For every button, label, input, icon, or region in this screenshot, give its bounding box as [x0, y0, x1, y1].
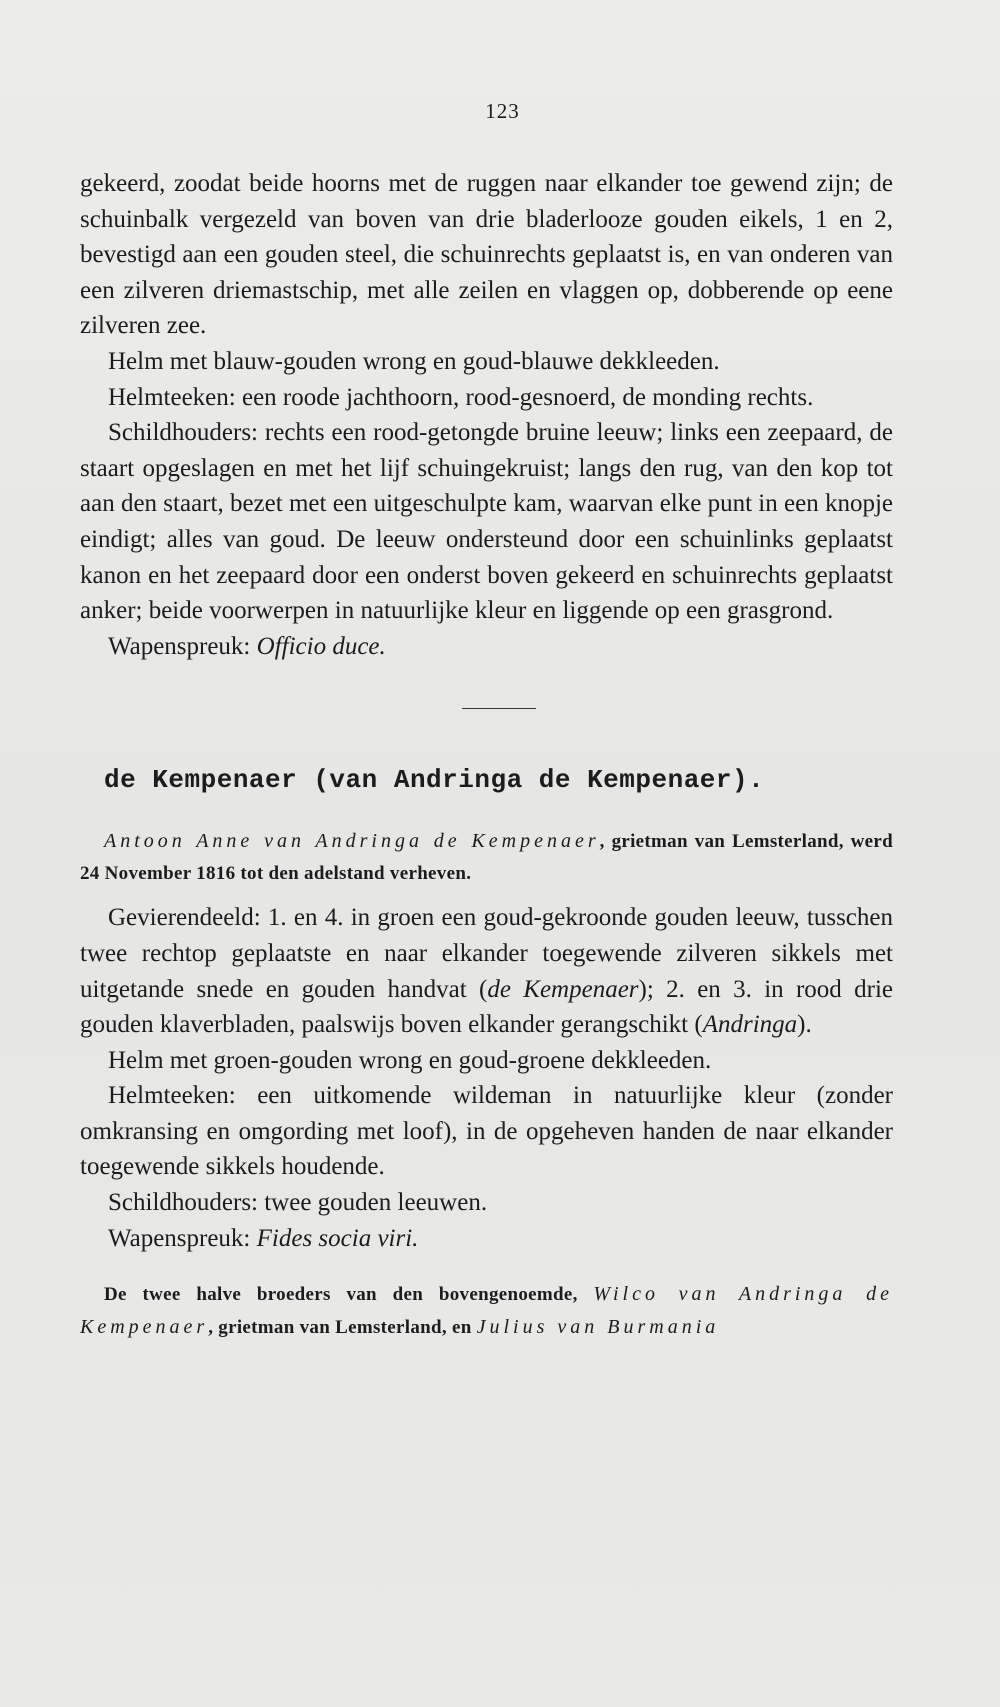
motto-value-2: Fides socia viri. — [256, 1224, 419, 1252]
paragraph-crest: Helmteeken: een roode jachthoorn, rood-gesnoerd, de monding rechts. — [108, 383, 814, 411]
paragraph-supporters-2: Schildhouders: twee gouden leeuwen. — [108, 1189, 488, 1217]
closing-person-name-1: Wilco van Andringa de Kempenaer — [80, 1283, 893, 1339]
section-armorial-description-1 — [80, 166, 893, 664]
section-armorial-description-2 — [80, 900, 893, 1256]
quartered-text-a: Gevierendeeld: 1. en 4. in groen een goud-gekroonde gouden leeuw, tusschen twee rechtop geplaatste en naar elkander toegewende zilveren sikkels met uitgetande snede en gouden handvat ( — [80, 904, 893, 1003]
spacer — [80, 1256, 893, 1278]
paragraph-supporters: Schildhouders: rechts een rood-getongde bruine leeuw; links een zeepaard, de staart opgeslagen en met het lijf schuingekruist; langs den rug, van den kop tot aan den staart, bezet met een uitgeschulpte kam, waarvan elke punt in een knopje eindigt; alles van goud. De leeuw ondersteund door een schuinlinks geplaatst kanon en het zeepaard door een onderst boven gekeerd en schuinrechts geplaatst anker; beide voorwerpen in natuurlijke kleur en liggende op een grasgrond. — [80, 419, 893, 625]
intro-rest: , grietman van Lemsterland, werd 24 November 1816 tot den adelstand verheven. — [80, 831, 894, 885]
spacer — [80, 890, 893, 900]
intro-ennoblement — [80, 825, 893, 890]
motto-label: Wapenspreuk: — [108, 632, 257, 660]
closing-person-name-2: Julius van Burmania — [476, 1316, 720, 1339]
paragraph-motto — [80, 629, 893, 665]
paragraph-shield-description: gekeerd, zoodat beide hoorns met de ruggen naar elkander toe gewend zijn; de schuinbalk vergezeld van boven van drie bladerlooze gouden eikels, 1 en 2, bevestigd aan een gouden steel, die schuinrechts geplaatst is, en van onderen van een zilveren driemastschip, met alle zeilen en vlaggen op, dobberende op eene zilveren zee. — [80, 170, 893, 340]
closing-text-a: De twee halve broeders van den bovengenoemde, — [104, 1284, 594, 1306]
paragraph-crest-2: Helmteeken: een uitkomende wildeman in natuurlijke kleur (zonder omkransing en omgording met loof), in de opgeheven handen de naar elkander toegewende sikkels houdende. — [80, 1082, 893, 1181]
paragraph-motto-2 — [80, 1221, 893, 1257]
section-heading-de-kempenaer: de Kempenaer (van Andringa de Kempenaer). — [104, 765, 765, 796]
closing-text-b: , grietman van Lemsterland, en — [208, 1317, 477, 1339]
quartered-text-e: ). — [797, 1011, 812, 1039]
paragraph-closing — [80, 1278, 893, 1344]
section-divider — [462, 708, 536, 709]
intro-person-name: Antoon Anne van Andringa de Kempenaer — [104, 830, 600, 853]
quartered-text-c: ); 2. en 3. in rood drie gouden klaverbladen, paalswijs boven elkander gerangschikt ( — [80, 975, 893, 1039]
paragraph-intro — [80, 825, 893, 890]
paragraph-helm-2: Helm met groen-gouden wrong en goud-groene dekkleeden. — [108, 1046, 712, 1074]
closing-note — [80, 1278, 893, 1344]
quartered-family-kempenaer: de Kempenaer — [487, 975, 639, 1003]
motto-value: Officio duce. — [256, 632, 386, 660]
paragraph-helm: Helm met blauw-gouden wrong en goud-blauwe dekkleeden. — [108, 347, 720, 375]
quartered-family-andringa: Andringa — [702, 1011, 798, 1039]
motto-label-2: Wapenspreuk: — [108, 1224, 257, 1252]
paragraph-quartered-shield — [80, 900, 893, 1042]
page-number: 123 — [485, 99, 520, 123]
